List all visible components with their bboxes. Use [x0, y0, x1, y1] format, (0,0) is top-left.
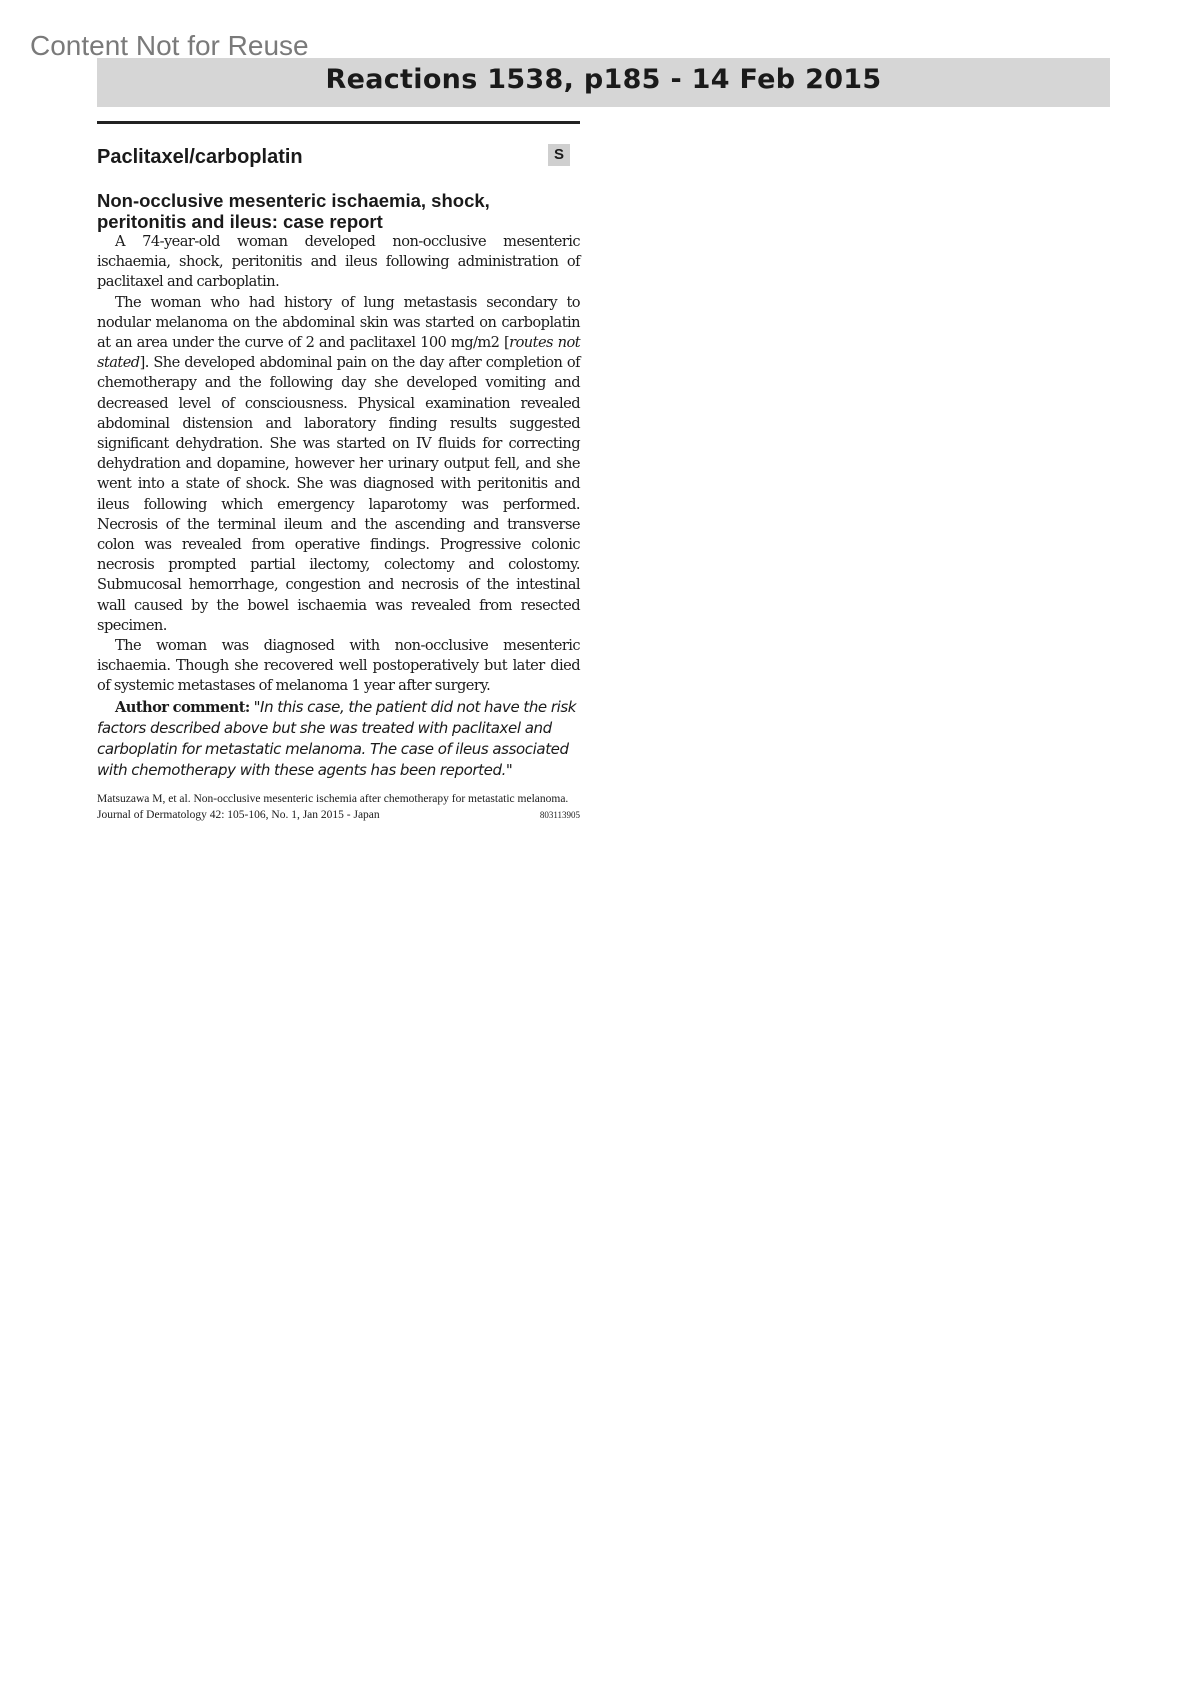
body-paragraph-3: The woman was diagnosed with non-occlusive mesenteric ischaemia. Though she recovered well postoperatively but later died of systemic metastases of melanoma 1 year after surgery.: [97, 637, 580, 695]
drug-heading-row: [97, 140, 580, 180]
author-comment-label: Author comment:: [115, 698, 250, 716]
page-title: Reactions 1538, p185 - 14 Feb 2015: [325, 64, 882, 95]
author-comment: [97, 697, 580, 782]
para2-text-start: The woman who had history of lung metastasis secondary to nodular melanoma on the abdominal skin was started on carboplatin at an area under the curve of 2 and paclitaxel 100 mg/m2 [: [97, 293, 580, 352]
para2-text-end: ]. She developed abdominal pain on the day after completion of chemotherapy and the following day she developed vomiting and decreased level of consciousness. Physical examination revealed abdominal distension and laboratory finding results suggested significant dehydration. She was started on IV fluids for correcting dehydration and dopamine, however her urinary output fell, and she went into a state of shock. She was diagnosed with peritonitis and ileus following which emergency laparotomy was performed. Necrosis of the terminal ileum and the ascending and transverse colon was revealed from operative findings. Progressive colonic necrosis prompted partial ilectomy, colectomy and colostomy. Submucosal hemorrhage, congestion and necrosis of the intestinal wall caused by the bowel ischaemia was revealed from resected specimen.: [97, 354, 580, 634]
column-top-rule: [97, 121, 580, 124]
body-paragraph-1: A 74-year-old woman developed non-occlusive mesenteric ischaemia, shock, peritonitis and ileus following administration of paclitaxel and carboplatin.: [97, 233, 580, 291]
citation-id: 803113905: [539, 810, 580, 821]
header-bar: [97, 58, 1110, 107]
article-title: Non-occlusive mesenteric ischaemia, shock, peritonitis and ileus: case report: [97, 190, 490, 232]
author-comment-quote: "In this case, the patient did not have the risk factors described above but she was treated with paclitaxel and carboplatin for metastatic melanoma. The case of ileus associated with chemotherapy with these agents has been reported.": [97, 697, 577, 780]
seriousness-badge: S: [548, 144, 570, 166]
citation-text: Matsuzawa M, et al. Non-occlusive mesenteric ischemia after chemotherapy for metastatic melanoma. Journal of Dermatology 42: 105-106, No. 1, Jan 2015 - Japan: [97, 793, 569, 822]
para2-italic-note: routes not stated: [97, 334, 581, 372]
citation: [97, 791, 580, 823]
article-column: [97, 140, 580, 823]
article-body: [97, 232, 580, 781]
drug-name-heading: Paclitaxel/carboplatin: [97, 146, 303, 168]
watermark-text: Content Not for Reuse: [30, 30, 309, 61]
body-paragraph-2: [97, 293, 580, 636]
